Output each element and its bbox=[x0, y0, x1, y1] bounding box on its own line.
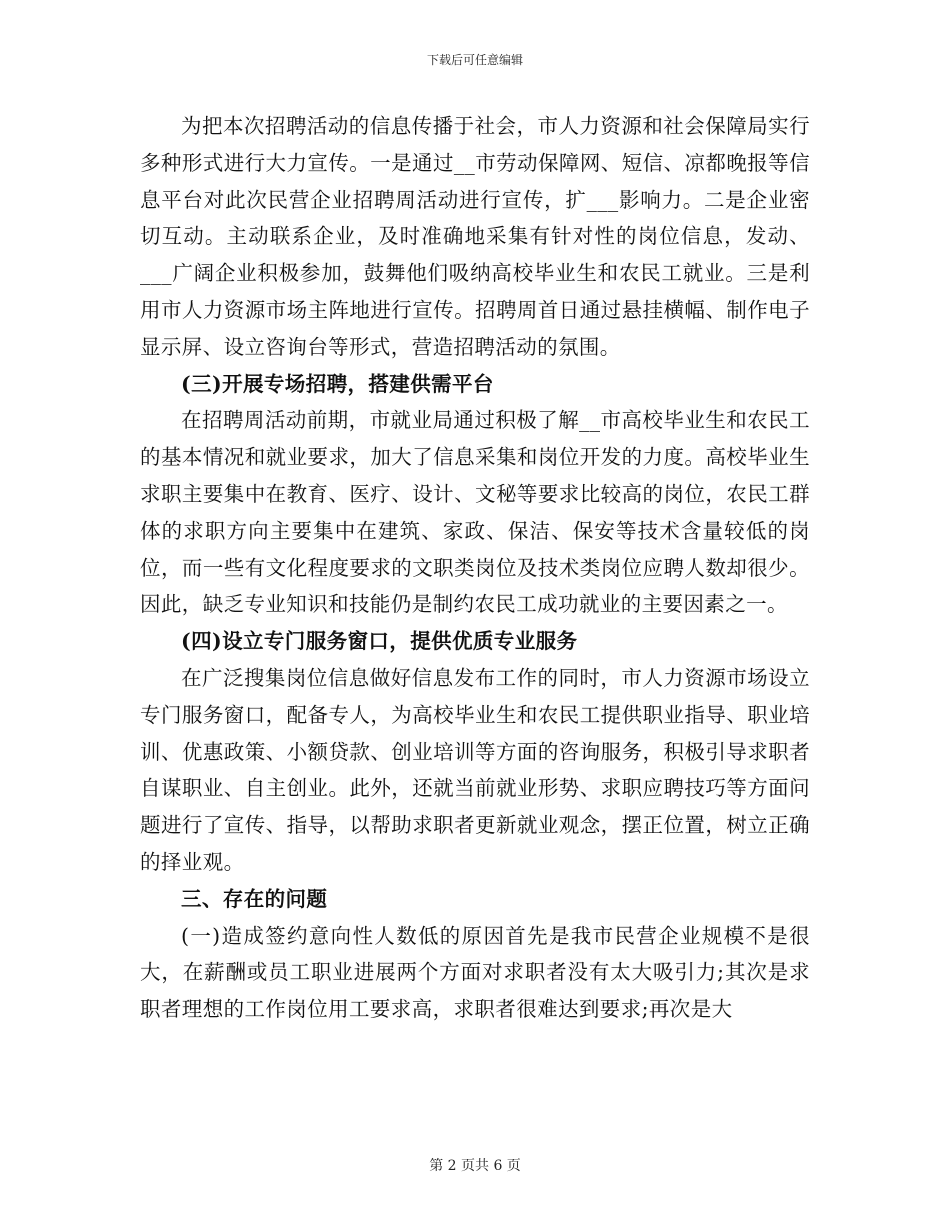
heading-service-window: (四)设立专门服务窗口，提供优质专业服务 bbox=[181, 629, 578, 654]
page-number: 第 2 页共 6 页 bbox=[429, 1158, 521, 1174]
heading-special-recruitment: (三)开展专场招聘，搭建供需平台 bbox=[181, 371, 494, 396]
paragraph-recruitment-info: 在招聘周活动前期，市就业局通过积极了解__市高校毕业生和农民工的基本情况和就业要求，加大了信息采集和岗位开发的力度。高校毕业生求职主要集中在教育、医疗、设计、文秘等要求比较高的岗位，农民工群体的求职方向主要集中在建筑、家政、保洁、保安等技术含量较低的岗位，而一些有文化程度要求的文职类岗位及技术类岗位应聘人数却很少。因此，缺乏专业知识和技能仍是制约农民工成功就业的主要因素之一。 bbox=[140, 408, 810, 617]
paragraph-service-window: 在广泛搜集岗位信息做好信息发布工作的同时，市人力资源市场设立专门服务窗口，配备专人，为高校毕业生和农民工提供职业指导、职业培训、优惠政策、小额贷款、创业培训等方面的咨询服务，积极引导求职者自谋职业、自主创业。此外，还就当前就业形势、求职应聘技巧等方面问题进行了宣传、指导，以帮助求职者更新就业观念，摆正位置，树立正确的择业观。 bbox=[140, 665, 810, 874]
heading-existing-problems: 三、存在的问题 bbox=[181, 886, 328, 911]
paragraph-publicity: 为把本次招聘活动的信息传播于社会，市人力资源和社会保障局实行多种形式进行大力宣传。一是通过__市劳动保障网、短信、凉都晚报等信息平台对此次民营企业招聘周活动进行宣传，扩___影响力。二是企业密切互动。主动联系企业，及时准确地采集有针对性的岗位信息，发动、___广阔企业积极参加，鼓舞他们吸纳高校毕业生和农民工就业。三是利用市人力资源市场主阵地进行宣传。招聘周首日通过悬挂横幅、制作电子显示屏、设立咨询台等形式，营造招聘活动的氛围。 bbox=[140, 114, 810, 359]
paragraph-problem-one: (一)造成签约意向性人数低的原因首先是我市民营企业规模不是很大，在薪酬或员工职业进展两个方面对求职者没有太大吸引力;其次是求职者理想的工作岗位用工要求高，求职者很难达到要求;再次是大 bbox=[140, 923, 810, 1022]
page-header-note: 下载后可任意编辑 bbox=[426, 53, 523, 67]
document-body bbox=[140, 108, 810, 1028]
